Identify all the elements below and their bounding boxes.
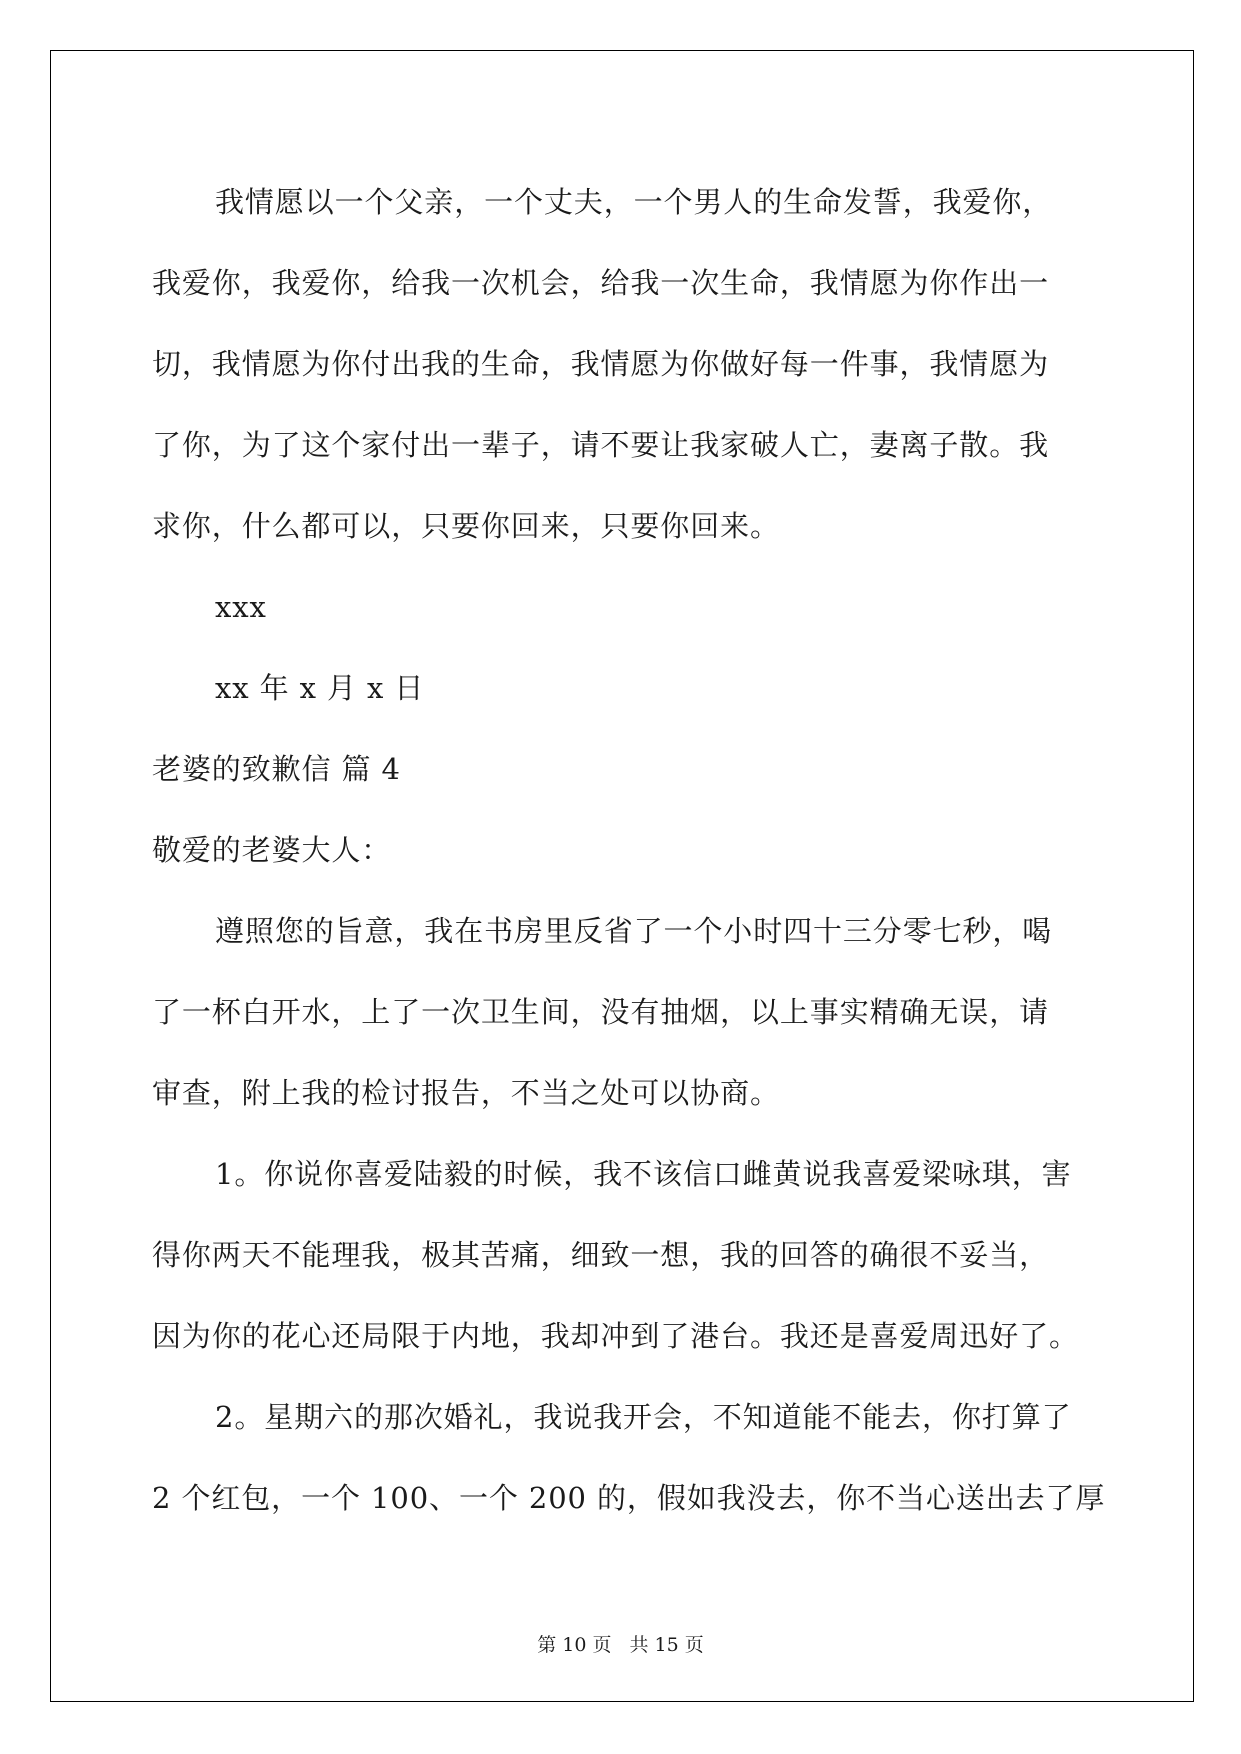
document-body [152, 162, 1106, 1539]
text-line: 求你，什么都可以，只要你回来，只要你回来。 [152, 509, 780, 543]
text-line: 切，我情愿为你付出我的生命，我情愿为你做好每一件事，我情愿为 [152, 347, 1050, 381]
page-total: 共 15 页 [629, 1634, 704, 1656]
text-line: 审查，附上我的检讨报告，不当之处可以协商。 [152, 1076, 780, 1110]
text-line: 2。星期六的那次婚礼，我说我开会，不知道能不能去，你打算了 [215, 1400, 1072, 1434]
text-line: 了你，为了这个家付出一辈子，请不要让我家破人亡，妻离子散。我 [152, 428, 1050, 462]
text-line: 我情愿以一个父亲，一个丈夫，一个男人的生命发誓，我爱你， [215, 185, 1053, 219]
text-line: 了一杯白开水，上了一次卫生间，没有抽烟，以上事实精确无误，请 [152, 995, 1050, 1029]
text-line: 我爱你，我爱你，给我一次机会，给我一次生命，我情愿为你作出一 [152, 266, 1050, 300]
text-line: 因为你的花心还局限于内地，我却冲到了港台。我还是喜爱周迅好了。 [152, 1319, 1079, 1353]
section-heading: 老婆的致歉信 篇 4 [152, 752, 401, 786]
signature-name: xxx [215, 590, 267, 624]
text-line: 遵照您的旨意，我在书房里反省了一个小时四十三分零七秒，喝 [215, 914, 1053, 948]
page-number: 第 10 页 [537, 1634, 612, 1656]
text-line: 1。你说你喜爱陆毅的时候，我不该信口雌黄说我喜爱梁咏琪，害 [215, 1157, 1072, 1191]
text-line: 2 个红包，一个 100、一个 200 的，假如我没去，你不当心送出去了厚 [152, 1481, 1106, 1515]
salutation: 敬爱的老婆大人： [152, 833, 392, 867]
signature-date: xx 年 x 月 x 日 [215, 671, 425, 705]
text-line: 得你两天不能理我，极其苦痛，细致一想，我的回答的确很不妥当， [152, 1238, 1050, 1272]
page-footer [0, 1632, 1241, 1658]
